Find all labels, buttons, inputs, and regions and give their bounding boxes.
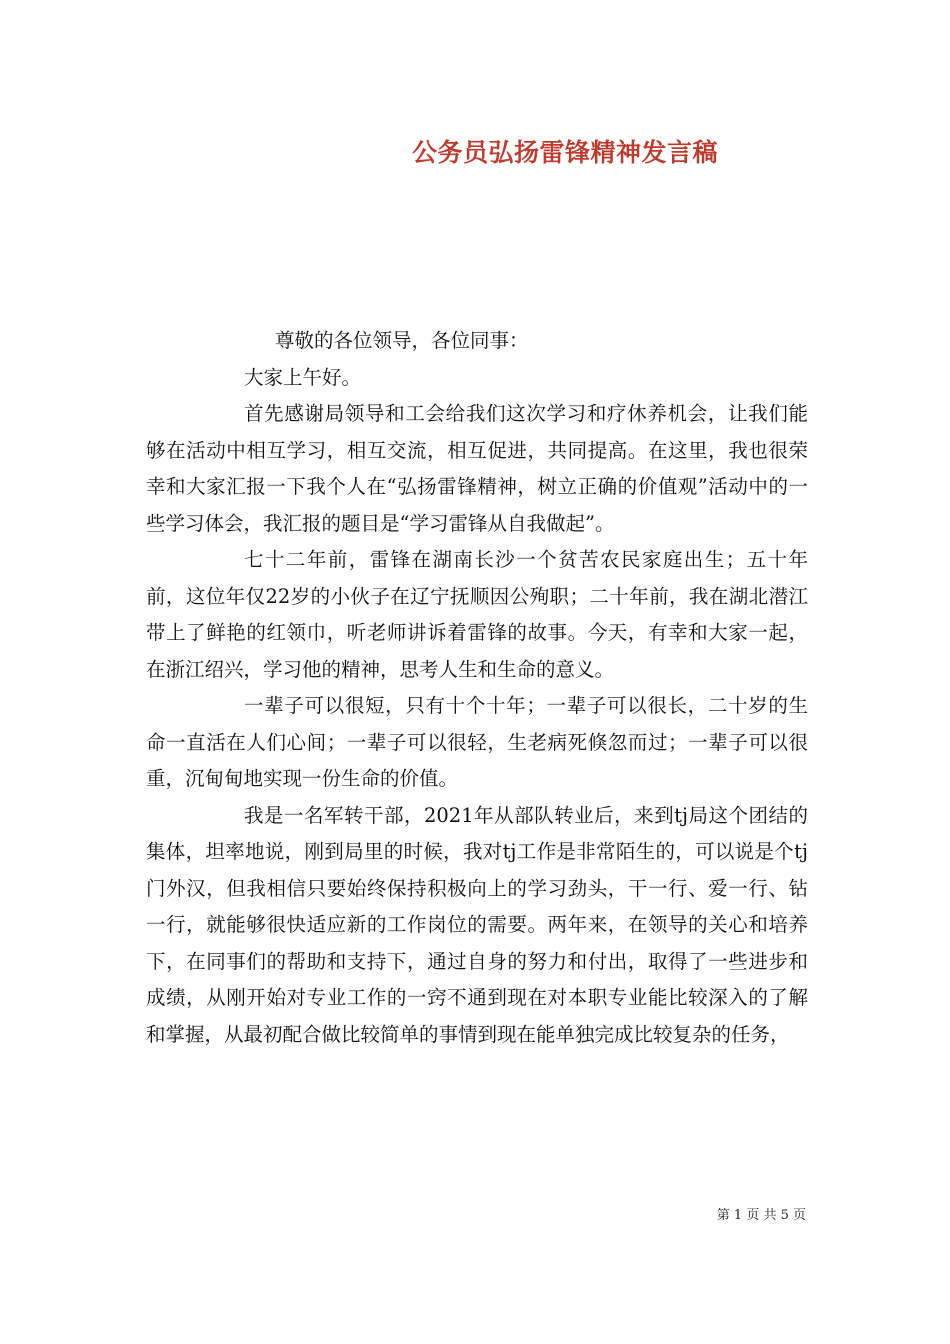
document-title: 公务员弘扬雷锋精神发言稿: [412, 138, 719, 167]
paragraph-personal: 我是一名军转干部，2021年从部队转业后，来到tj局这个团结的集体，坦率地说，刚到局里的时候，我对tj工作是非常陌生的，可以说是个tj门外汉，但我相信只要始终保持积极向上的学习劲头，干一行、爱一行、钻一行，就能够很快适应新的工作岗位的需要。两年来，在领导的关心和培养下，在同事们的帮助和支持下，通过自身的努力和付出，取得了一些进步和成绩，从刚开始对专业工作的一窍不通到现在对本职专业能比较深入的了解和掌握，从最初配合做比较简单的事情到现在能单独完成比较复杂的任务，: [146, 803, 808, 1046]
paragraph-greeting: 大家上午好。: [244, 365, 362, 389]
paragraph-thanks: 首先感谢局领导和工会给我们这次学习和疗休养机会，让我们能够在活动中相互学习，相互交流，相互促进，共同提高。在这里，我也很荣幸和大家汇报一下我个人在“弘扬雷锋精神，树立正确的价值观”活动中的一些学习体会，我汇报的题目是“学习雷锋从自我做起”。: [146, 402, 808, 535]
paragraph-lifetime: 一辈子可以很短，只有十个十年；一辈子可以很长，二十岁的生命一直活在人们心间；一辈子可以很轻，生老病死倏忽而过；一辈子可以很重，沉甸甸地实现一份生命的价值。: [146, 694, 808, 790]
page-number-footer: 第 1 页 共 5 页: [716, 1208, 806, 1223]
document-body: [146, 323, 808, 1053]
salutation: 尊敬的各位领导，各位同事：: [275, 329, 529, 352]
paragraph-history: 七十二年前，雷锋在湖南长沙一个贫苦农民家庭出生；五十年前，这位年仅22岁的小伙子在辽宁抚顺因公殉职；二十年前，我在湖北潜江带上了鲜艳的红领巾，听老师讲诉着雷锋的故事。今天，有幸和大家一起，在浙江绍兴，学习他的精神，思考人生和生命的意义。: [146, 548, 808, 681]
